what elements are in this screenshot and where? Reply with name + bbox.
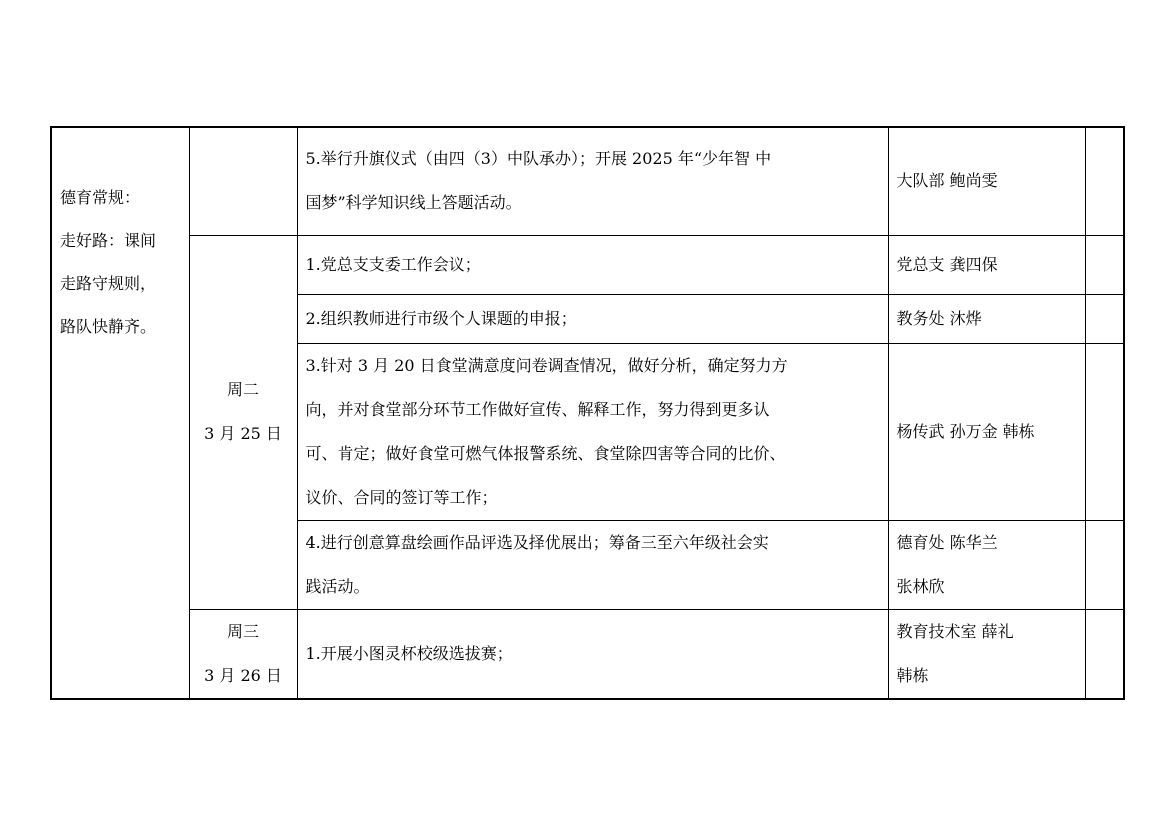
date-cell-wednesday [189,609,297,699]
task-line: 2.组织教师进行市级个人课题的申报； [305,308,577,328]
theme-cell [51,127,189,699]
date-cell-tuesday [189,235,297,609]
task-line: 3.针对 3 月 20 日食堂满意度问卷调查情况，做好分析，确定努力方 [305,355,788,375]
task-cell [297,294,888,343]
table-row [51,127,1124,235]
theme-line: 德育常规： [60,188,141,207]
table-row [51,235,1124,294]
task-cell [297,520,888,609]
responsible-line: 杨传武 孙万金 韩栋 [896,421,1035,441]
weekday-label: 周三 [226,621,259,641]
date-label: 3 月 26 日 [204,665,282,685]
task-cell [297,343,888,520]
task-cell [297,127,888,235]
task-line: 5.举行升旗仪式（由四（3）中队承办）；开展 2025 年“少年智 中 [305,149,772,169]
responsible-cell [888,520,1085,609]
note-cell [1085,294,1124,343]
note-cell [1085,609,1124,699]
responsible-line: 教务处 沐烨 [896,308,982,328]
task-line: 向，并对食堂部分环节工作做好宣传、解释工作，努力得到更多认 [305,399,770,419]
note-cell [1085,127,1124,235]
theme-line: 路队快静齐。 [60,317,157,336]
responsible-line: 韩栋 [896,665,929,685]
theme-line: 走好路：课间 [60,231,157,250]
task-line: 可、肯定；做好食堂可燃气体报警系统、食堂除四害等合同的比价、 [305,443,786,463]
schedule-table [50,126,1125,700]
task-line: 国梦”科学知识线上答题活动。 [305,193,522,213]
note-cell [1085,520,1124,609]
note-cell [1085,343,1124,520]
responsible-line: 张林欣 [896,576,945,596]
responsible-line: 德育处 陈华兰 [896,532,998,552]
task-line: 1.党总支支委工作会议； [305,254,481,274]
date-cell-empty [189,127,297,235]
responsible-line: 党总支 龚四保 [896,254,998,274]
task-line: 1.开展小图灵杯校级选拔赛； [305,643,513,663]
responsible-cell [888,343,1085,520]
responsible-line: 教育技术室 薛礼 [896,621,1014,641]
table-row [51,609,1124,699]
task-line: 4.进行创意算盘绘画作品评选及择优展出；筹备三至六年级社会实 [305,532,769,552]
date-label: 3 月 25 日 [204,424,282,443]
responsible-cell [888,609,1085,699]
responsible-cell [888,127,1085,235]
weekday-label: 周二 [226,380,259,399]
task-cell [297,609,888,699]
task-line: 践活动。 [305,576,370,596]
responsible-line: 大队部 鲍尚雯 [896,171,998,191]
theme-line: 走路守规则， [60,274,157,293]
task-line: 议价、合同的签订等工作； [305,487,498,507]
responsible-cell [888,235,1085,294]
responsible-cell [888,294,1085,343]
note-cell [1085,235,1124,294]
task-cell [297,235,888,294]
